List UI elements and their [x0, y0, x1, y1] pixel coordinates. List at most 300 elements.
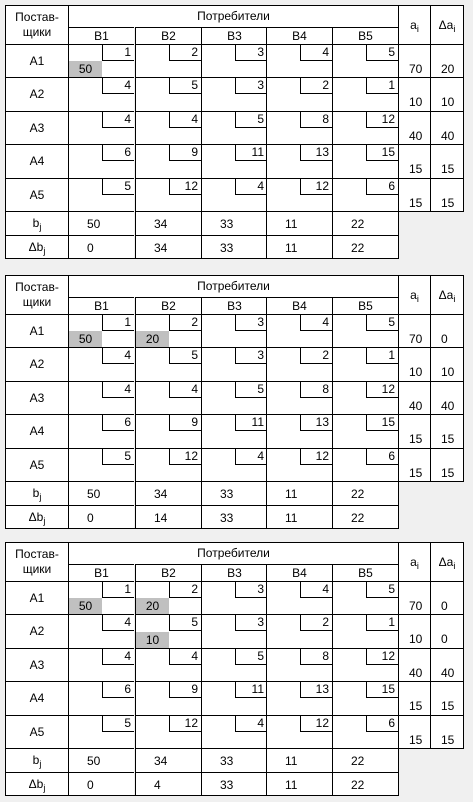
cost-cell-A1-B4: [266, 581, 332, 614]
delta-supply-value: 10: [441, 95, 455, 110]
supply-header: [398, 5, 430, 44]
row-header-A4: [5, 144, 68, 177]
delta-supply-header: [430, 275, 463, 314]
cost-cell-A5-B1: [68, 178, 134, 211]
supply-cell-A2: [398, 77, 430, 110]
unit-cost: 4: [102, 615, 134, 631]
row-header-A4: [5, 681, 68, 714]
column-header-B4: [266, 27, 332, 44]
supply-value: 15: [409, 195, 423, 210]
unit-cost: 3: [235, 315, 267, 331]
cost-cell-A1-B1: [68, 44, 134, 77]
delta-supply-label-sub: i: [453, 294, 456, 304]
delta-supply-cell-A3: [430, 381, 463, 414]
demand-cell-B2: [135, 211, 201, 235]
delta-demand-value: 22: [351, 241, 365, 255]
cost-cell-A5-B2: [135, 178, 201, 211]
delta-supply-cell-A1: [430, 44, 463, 77]
cost-cell-A2-B1: [68, 77, 134, 110]
supply-cell-A3: [398, 111, 430, 144]
demand-value: 50: [87, 487, 101, 501]
demand-value: 33: [220, 217, 234, 231]
cost-cell-A4-B5: [332, 144, 398, 177]
cost-cell-A2-B1: [68, 347, 134, 380]
supply-value: 15: [409, 699, 423, 714]
supply-label-sub: i: [416, 294, 419, 304]
consumers-header: [68, 5, 398, 27]
unit-cost: 1: [102, 315, 134, 331]
demand-label: [6, 216, 68, 232]
supply-label-main: a: [410, 18, 417, 32]
cost-cell-A1-B2: [135, 581, 201, 614]
row-label: A3: [29, 390, 45, 405]
unit-cost: 4: [102, 112, 134, 128]
supply-cell-A4: [398, 144, 430, 177]
column-header-B5: [332, 564, 398, 581]
row-header-A2: [5, 614, 68, 647]
delta-supply-value: 0: [441, 599, 448, 613]
delta-demand-cell-B2: [135, 505, 201, 528]
cost-cell-A5-B2: [135, 715, 201, 748]
unit-cost: 4: [169, 382, 201, 398]
row-header-A5: [5, 715, 68, 748]
column-label: B4: [292, 29, 307, 43]
cost-cell-A3-B5: [332, 381, 398, 414]
unit-cost: 5: [366, 582, 398, 598]
unit-cost: 3: [235, 348, 267, 364]
delta-demand-value: 33: [220, 511, 234, 525]
unit-cost: 2: [169, 45, 201, 61]
delta-demand-label: [6, 510, 68, 526]
delta-supply-cell-A2: [430, 77, 463, 110]
row-label: A3: [29, 120, 45, 135]
supply-cell-A3: [398, 648, 430, 681]
delta-demand-value: 34: [154, 241, 168, 255]
delta-supply-value: 15: [441, 432, 455, 447]
demand-cell-B4: [266, 211, 332, 235]
delta-demand-value: 33: [220, 778, 234, 792]
unit-cost: 12: [169, 716, 201, 732]
row-header-A1: [5, 581, 68, 614]
allocation: 10: [136, 632, 169, 648]
delta-demand-cell-B5: [332, 235, 398, 258]
delta-supply-value: 15: [441, 732, 455, 747]
delta-demand-label: [6, 240, 68, 256]
unit-cost: 5: [169, 348, 201, 364]
column-label: B1: [94, 29, 109, 43]
cost-cell-A1-B1: [68, 314, 134, 347]
unit-cost: 4: [169, 649, 201, 665]
row-label: A3: [29, 657, 45, 672]
unit-cost: 15: [366, 415, 398, 431]
unit-cost: 1: [366, 78, 398, 94]
cost-cell-A2-B5: [332, 614, 398, 647]
row-label: A4: [29, 424, 45, 439]
unit-cost: 5: [366, 45, 398, 61]
demand-header: [5, 211, 68, 235]
suppliers-label: Постав- щики: [15, 280, 59, 309]
supply-label: [399, 288, 430, 304]
unit-cost: 13: [300, 415, 332, 431]
unit-cost: 2: [169, 315, 201, 331]
unit-cost: 1: [366, 615, 398, 631]
delta-supply-cell-A1: [430, 581, 463, 614]
unit-cost: 1: [102, 582, 134, 598]
unit-cost: 9: [169, 415, 201, 431]
delta-demand-cell-B2: [135, 235, 201, 258]
demand-label-sub: j: [39, 759, 42, 769]
cost-cell-A1-B5: [332, 314, 398, 347]
demand-value: 50: [87, 754, 101, 768]
row-label: A5: [29, 457, 45, 472]
unit-cost: 11: [235, 682, 267, 698]
unit-cost: 3: [235, 78, 267, 94]
supply-cell-A2: [398, 347, 430, 380]
supply-value: 70: [409, 332, 423, 346]
demand-cell-B5: [332, 481, 398, 505]
consumers-header: [68, 275, 398, 297]
delta-supply-label-main: Δa: [438, 18, 454, 32]
column-header-B2: [135, 564, 201, 581]
unit-cost: 13: [300, 145, 332, 161]
row-header-A1: [5, 44, 68, 77]
delta-supply-value: 15: [441, 162, 455, 177]
unit-cost: 12: [169, 449, 201, 465]
cost-cell-A4-B1: [68, 414, 134, 447]
unit-cost: 5: [366, 315, 398, 331]
cost-cell-A2-B4: [266, 77, 332, 110]
delta-supply-cell-A2: [430, 347, 463, 380]
unit-cost: 11: [235, 145, 267, 161]
cost-cell-A2-B4: [266, 614, 332, 647]
supply-label-sub: i: [416, 561, 419, 571]
unit-cost: 3: [235, 45, 267, 61]
demand-cell-B5: [332, 748, 398, 772]
column-header-B1: [68, 564, 134, 581]
cost-cell-A4-B4: [266, 681, 332, 714]
delta-supply-header: [430, 542, 463, 581]
delta-supply-value: 10: [441, 365, 455, 380]
unit-cost: 5: [102, 179, 134, 195]
cost-cell-A3-B4: [266, 111, 332, 144]
cost-cell-A2-B3: [201, 614, 267, 647]
cost-cell-A3-B2: [135, 381, 201, 414]
unit-cost: 4: [235, 716, 267, 732]
delta-supply-value: 20: [441, 62, 455, 76]
demand-label-sub: j: [39, 492, 42, 502]
demand-cell-B2: [135, 748, 201, 772]
supply-value: 10: [409, 632, 423, 647]
delta-supply-cell-A2: [430, 614, 463, 647]
column-header-B2: [135, 297, 201, 314]
column-header-B4: [266, 297, 332, 314]
column-label: B5: [358, 29, 373, 43]
delta-demand-cell-B4: [266, 505, 332, 528]
supply-value: 15: [409, 732, 423, 747]
cost-cell-A4-B3: [201, 144, 267, 177]
delta-supply-cell-A4: [430, 414, 463, 447]
supply-value: 15: [409, 162, 423, 177]
supply-value: 70: [409, 599, 423, 613]
unit-cost: 6: [366, 449, 398, 465]
cost-cell-A5-B2: [135, 448, 201, 481]
unit-cost: 15: [366, 682, 398, 698]
delta-demand-label-sub: j: [43, 246, 46, 256]
unit-cost: 1: [366, 348, 398, 364]
delta-supply-cell-A4: [430, 681, 463, 714]
supply-label-main: a: [410, 288, 417, 302]
row-label: A4: [29, 691, 45, 706]
delta-supply-cell-A5: [430, 448, 463, 481]
cost-cell-A3-B1: [68, 648, 134, 681]
unit-cost: 4: [169, 112, 201, 128]
delta-demand-label-sub: j: [43, 516, 46, 526]
cost-cell-A3-B1: [68, 111, 134, 144]
suppliers-header: [5, 275, 68, 314]
unit-cost: 12: [366, 649, 398, 665]
suppliers-header: [5, 5, 68, 44]
cost-cell-A1-B1: [68, 581, 134, 614]
consumers-header: [68, 542, 398, 564]
unit-cost: 12: [169, 179, 201, 195]
delta-demand-cell-B4: [266, 772, 332, 795]
cost-cell-A5-B1: [68, 715, 134, 748]
column-label: B5: [358, 566, 373, 580]
delta-supply-label: [431, 288, 463, 304]
delta-supply-cell-A3: [430, 111, 463, 144]
column-label: B3: [227, 566, 242, 580]
demand-header: [5, 481, 68, 505]
cost-cell-A5-B4: [266, 178, 332, 211]
demand-label-main: b: [32, 216, 40, 230]
row-header-A5: [5, 178, 68, 211]
column-label: B1: [94, 299, 109, 313]
cost-cell-A3-B2: [135, 111, 201, 144]
cost-cell-A2-B4: [266, 347, 332, 380]
unit-cost: 6: [102, 415, 134, 431]
unit-cost: 13: [300, 682, 332, 698]
delta-demand-cell-B3: [201, 235, 267, 258]
delta-demand-cell-B1: [68, 772, 134, 795]
row-header-A1: [5, 314, 68, 347]
demand-value: 11: [285, 754, 298, 768]
demand-label-main: b: [32, 486, 40, 500]
cost-cell-A4-B2: [135, 681, 201, 714]
demand-value: 34: [154, 754, 168, 768]
cost-cell-A3-B4: [266, 381, 332, 414]
unit-cost: 9: [169, 682, 201, 698]
demand-label: [6, 486, 68, 502]
cost-cell-A4-B4: [266, 144, 332, 177]
delta-demand-value: 11: [285, 241, 298, 255]
suppliers-header: [5, 542, 68, 581]
cost-cell-A4-B2: [135, 414, 201, 447]
allocation: 50: [69, 598, 102, 614]
row-header-A3: [5, 648, 68, 681]
delta-demand-label-main: Δb: [28, 777, 44, 791]
unit-cost: 4: [300, 582, 332, 598]
demand-cell-B5: [332, 211, 398, 235]
unit-cost: 4: [102, 382, 134, 398]
cost-cell-A1-B5: [332, 44, 398, 77]
demand-label: [6, 753, 68, 769]
cost-cell-A2-B5: [332, 347, 398, 380]
unit-cost: 4: [300, 315, 332, 331]
delta-supply-value: 15: [441, 465, 455, 480]
delta-supply-cell-A5: [430, 178, 463, 211]
cost-cell-A3-B3: [201, 111, 267, 144]
row-header-A3: [5, 381, 68, 414]
supply-label: [399, 18, 430, 34]
delta-supply-label: [431, 18, 463, 34]
cost-cell-A1-B2: [135, 314, 201, 347]
supply-value: 15: [409, 465, 423, 480]
delta-demand-cell-B1: [68, 235, 134, 258]
column-header-B5: [332, 27, 398, 44]
cost-cell-A4-B2: [135, 144, 201, 177]
delta-supply-value: 15: [441, 195, 455, 210]
cost-cell-A5-B3: [201, 178, 267, 211]
cost-cell-A2-B3: [201, 77, 267, 110]
cost-cell-A2-B1: [68, 614, 134, 647]
supply-cell-A4: [398, 681, 430, 714]
unit-cost: 5: [102, 449, 134, 465]
unit-cost: 4: [235, 179, 267, 195]
delta-demand-label-main: Δb: [28, 510, 44, 524]
row-label: A1: [29, 324, 45, 338]
demand-value: 34: [154, 487, 168, 501]
delta-supply-value: 15: [441, 699, 455, 714]
unit-cost: 8: [300, 382, 332, 398]
column-header-B1: [68, 297, 134, 314]
demand-value: 11: [285, 217, 298, 231]
cost-cell-A5-B4: [266, 448, 332, 481]
row-label: A1: [29, 591, 45, 605]
supply-cell-A2: [398, 614, 430, 647]
cost-cell-A5-B5: [332, 178, 398, 211]
unit-cost: 3: [235, 582, 267, 598]
column-label: B1: [94, 566, 109, 580]
delta-supply-value: 0: [441, 332, 448, 346]
allocation: 50: [69, 61, 102, 77]
delta-demand-value: 11: [285, 511, 298, 525]
supply-label-sub: i: [416, 24, 419, 34]
delta-demand-label: [6, 777, 68, 793]
unit-cost: 12: [366, 382, 398, 398]
unit-cost: 6: [366, 179, 398, 195]
supply-label-main: a: [410, 555, 417, 569]
supply-cell-A5: [398, 448, 430, 481]
supply-value: 15: [409, 432, 423, 447]
demand-cell-B1: [68, 481, 134, 505]
unit-cost: 5: [235, 112, 267, 128]
cost-cell-A2-B3: [201, 347, 267, 380]
delta-demand-value: 14: [154, 511, 168, 525]
allocation: 50: [69, 331, 102, 347]
delta-demand-label-sub: j: [43, 783, 46, 793]
row-header-A5: [5, 448, 68, 481]
cost-cell-A3-B3: [201, 648, 267, 681]
cost-cell-A1-B3: [201, 314, 267, 347]
unit-cost: 2: [300, 615, 332, 631]
delta-supply-header: [430, 5, 463, 44]
cost-cell-A4-B1: [68, 681, 134, 714]
delta-demand-cell-B3: [201, 505, 267, 528]
cost-cell-A1-B3: [201, 44, 267, 77]
cost-cell-A2-B5: [332, 77, 398, 110]
delta-supply-value: 40: [441, 398, 455, 413]
supply-value: 40: [409, 665, 423, 680]
row-label: A2: [29, 357, 45, 372]
delta-supply-cell-A1: [430, 314, 463, 347]
supply-cell-A5: [398, 178, 430, 211]
delta-supply-label-main: Δa: [438, 288, 454, 302]
supply-value: 10: [409, 95, 423, 110]
unit-cost: 9: [169, 145, 201, 161]
transport-table-3: [0, 542, 473, 802]
delta-demand-cell-B5: [332, 772, 398, 795]
unit-cost: 8: [300, 649, 332, 665]
delta-supply-label-sub: i: [453, 24, 456, 34]
supply-value: 40: [409, 398, 423, 413]
cost-cell-A4-B3: [201, 681, 267, 714]
column-label: B2: [161, 566, 176, 580]
unit-cost: 2: [300, 78, 332, 94]
column-header-B5: [332, 297, 398, 314]
cost-cell-A5-B3: [201, 448, 267, 481]
demand-cell-B2: [135, 481, 201, 505]
delta-demand-cell-B5: [332, 505, 398, 528]
cost-cell-A4-B3: [201, 414, 267, 447]
row-header-A2: [5, 347, 68, 380]
row-label: A5: [29, 187, 45, 202]
cost-cell-A2-B2: [135, 77, 201, 110]
column-label: B4: [292, 566, 307, 580]
delta-supply-label-sub: i: [453, 561, 456, 571]
supply-label: [399, 555, 430, 571]
unit-cost: 3: [235, 615, 267, 631]
column-header-B2: [135, 27, 201, 44]
supply-cell-A5: [398, 715, 430, 748]
row-header-A4: [5, 414, 68, 447]
delta-demand-value: 11: [285, 778, 298, 792]
cost-cell-A5-B5: [332, 448, 398, 481]
cost-cell-A4-B4: [266, 414, 332, 447]
row-label: A5: [29, 724, 45, 739]
column-label: B4: [292, 299, 307, 313]
unit-cost: 6: [366, 716, 398, 732]
demand-value: 22: [351, 217, 365, 231]
cost-cell-A1-B2: [135, 44, 201, 77]
unit-cost: 5: [102, 716, 134, 732]
unit-cost: 5: [235, 649, 267, 665]
suppliers-label: Постав- щики: [15, 10, 59, 39]
consumers-label: Потребители: [197, 546, 270, 560]
column-label: B3: [227, 299, 242, 313]
supply-value: 10: [409, 365, 423, 380]
cost-cell-A1-B5: [332, 581, 398, 614]
delta-demand-value: 0: [87, 778, 94, 792]
row-label: A2: [29, 87, 45, 102]
demand-value: 11: [285, 487, 298, 501]
unit-cost: 5: [235, 382, 267, 398]
unit-cost: 11: [235, 415, 267, 431]
supply-value: 40: [409, 128, 423, 143]
supply-cell-A3: [398, 381, 430, 414]
supply-value: 70: [409, 62, 423, 76]
delta-supply-label-main: Δa: [438, 555, 454, 569]
delta-demand-value: 0: [87, 241, 94, 255]
